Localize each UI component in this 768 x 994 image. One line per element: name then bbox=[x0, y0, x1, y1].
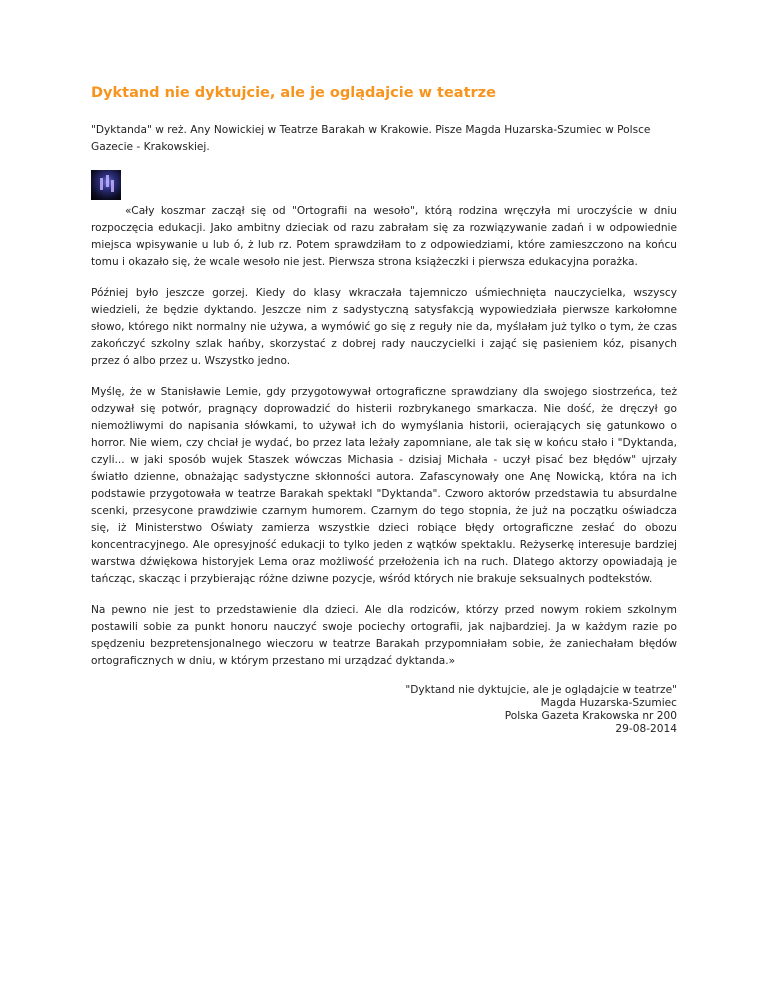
source-publication: Polska Gazeta Krakowska nr 200 bbox=[504, 710, 677, 722]
source-citation bbox=[91, 684, 677, 736]
article-paragraph-4: Na pewno nie jest to przedstawienie dla dzieci. Ale dla rodziców, którzy przed nowym rokiem szkolnym postawili sobie za punkt honoru nauczyć swoje pociechy ortografii, jak najbardziej. Ja w każdym razie po spędzeniu bezpretensjonalnego wieczoru w teatrze Barakah przypomniałam sobie, że zaniechałam błędów ortograficznych w dniu, w którym przestano mi urządzać dyktanda.» bbox=[91, 604, 677, 667]
article-paragraph-2: Później było jeszcze gorzej. Kiedy do klasy wkraczała tajemniczo uśmiechnięta nauczycielka, wszyscy wiedzieli, że będzie dyktando. Jeszcze nim z sadystyczną satysfakcją wypowiedziała pierwsze karkołomne słowo, którego nikt normalny nie używa, a wymówić go się z reguły nie da, myślałam już tylko o tym, że czas zakończyć szkolny szlak hańby, skorzystać z dobrej rady nauczycielki i zająć się pasieniem kóz, pisanych przez ó albo przez u. Wszystko jedno. bbox=[91, 287, 677, 367]
stage-photo-icon[interactable] bbox=[91, 170, 121, 200]
article-paragraph-1: «Cały koszmar zaczął się od "Ortografii na wesoło", którą rodzina wręczyła mi uroczyście w dniu rozpoczęcia edukacji. Jako ambitny dzieciak od razu zabrałam się za rozwiązywanie zadań i w odpowiednie miejsca wpisywanie u lub ó, ż lub rz. Potem sprawdziłam to z odpowiedziami, które zamieszczono na końcu tomu i okazało się, że wcale wesoło nie jest. Pierwsza strona książeczki i pierwsza edukacyjna porażka. bbox=[91, 205, 677, 268]
source-author: Magda Huzarska-Szumiec bbox=[540, 697, 677, 709]
article-paragraph-3: Myślę, że w Stanisławie Lemie, gdy przygotowywał ortograficzne sprawdziany dla swojego siostrzeńca, też odzywał się potwór, pragnący doprowadzić do histerii rozbrykanego smarkacza. Nie dość, że dręczył go niemożliwymi do napisania słówkami, to używał ich do wymyślania historii, ocierających się gatunkowo o horror. Nie wiem, czy chciał je wydać, bo przez lata leżały zapomniane, ale tak się w końcu stało i "Dyktanda, czyli... w jaki sposób wujek Staszek wówczas Michasia - dzisiaj Michała - uczył pisać bez błędów" ujrzały światło dzienne, obnażając sadystyczne skłonności autora. Zafascynowały one Anę Nowicką, która na ich podstawie przygotowała w teatrze Barakah spektakl "Dyktanda". Czworo aktorów przedstawia tu absurdalne scenki, przesycone prawdziwie czarnym humorem. Czarnym do tego stopnia, że już na początku oświadcza się, iż Ministerstwo Oświaty zamierza wszystkie dzieci robiące błędy ortograficzne zesłać do obozu koncentracyjnego. Ale opresyjność edukacji to tylko jeden z wątków spektaklu. Reżyserkę interesuje bardziej warstwa dźwiękowa historyjek Lema oraz możliwość przełożenia ich na ruch. Dlatego aktorzy opowiadają je tańcząc, skacząc i przybierając różne dziwne pozycje, wśród których nie brakuje seksualnych podtekstów. bbox=[91, 386, 677, 585]
article-lead: "Dyktanda" w reż. Any Nowickiej w Teatrze Barakah w Krakowie. Pisze Magda Huzarska-Szumiec w Polsce Gazecie - Krakowskiej. bbox=[91, 124, 651, 153]
source-title: "Dyktand nie dyktujcie, ale je oglądajcie w teatrze" bbox=[405, 684, 677, 696]
article-title: Dyktand nie dyktujcie, ale je oglądajcie w teatrze bbox=[91, 85, 496, 101]
source-date: 29-08-2014 bbox=[615, 723, 677, 735]
article bbox=[91, 84, 677, 736]
